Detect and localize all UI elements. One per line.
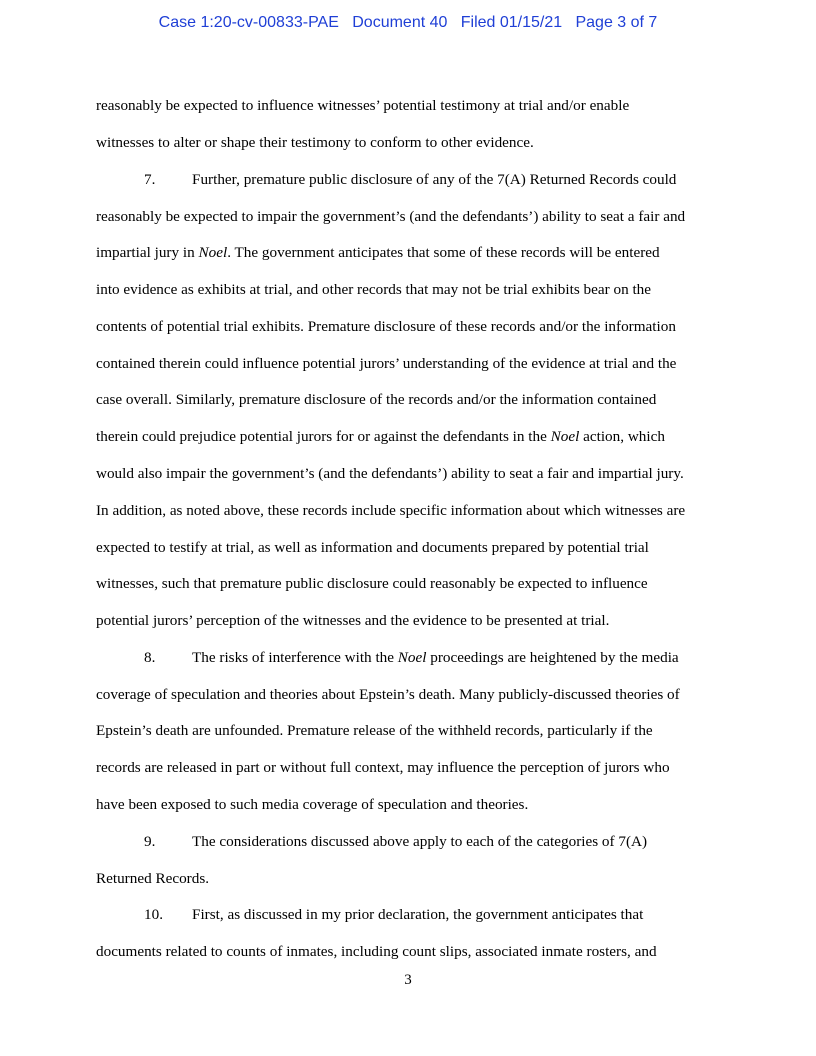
body-text: First, as discussed in my prior declaration, the government anticipates that — [192, 906, 644, 923]
body-line — [96, 428, 665, 446]
body-line: case overall. Similarly, premature disclosure of the records and/or the information contained — [96, 391, 657, 408]
body-text: proceedings are heightened by the media — [426, 649, 679, 666]
body-line: would also impair the government’s (and the defendants’) ability to seat a fair and impartial jury. — [96, 465, 684, 482]
body-line: coverage of speculation and theories about Epstein’s death. Many publicly-discussed theories of — [96, 686, 680, 703]
body-line: expected to testify at trial, as well as information and documents prepared by potential trial — [96, 539, 649, 556]
body-text — [192, 649, 679, 667]
body-line: witnesses to alter or shape their testimony to conform to other evidence. — [96, 134, 534, 151]
body-line: reasonably be expected to influence witnesses’ potential testimony at trial and/or enable — [96, 97, 630, 114]
case-name-italic: Noel — [397, 649, 427, 666]
paragraph-number: 10. — [144, 906, 163, 923]
paragraph-number: 7. — [144, 171, 156, 188]
body-line: records are released in part or without full context, may influence the perception of jurors who — [96, 759, 670, 776]
body-text: Further, premature public disclosure of any of the 7(A) Returned Records could — [192, 171, 677, 188]
paragraph-number: 8. — [144, 649, 156, 666]
case-name-italic: Noel — [550, 428, 580, 445]
paragraph-number: 9. — [144, 833, 156, 850]
body-text: The risks of interference with the — [192, 649, 398, 666]
body-line: have been exposed to such media coverage of speculation and theories. — [96, 796, 529, 813]
body-line: contained therein could influence potential jurors’ understanding of the evidence at trial and the — [96, 355, 677, 372]
body-line: witnesses, such that premature public disclosure could reasonably be expected to influence — [96, 575, 648, 592]
body-line: In addition, as noted above, these records include specific information about which witnesses are — [96, 502, 686, 519]
case-name-italic: Noel — [198, 244, 228, 261]
body-line: documents related to counts of inmates, including count slips, associated inmate rosters, and — [96, 943, 657, 960]
ecf-header: Case 1:20-cv-00833-PAE Document 40 Filed 01/15/21 Page 3 of 7 — [158, 14, 658, 31]
body-text: action, which — [579, 428, 665, 445]
body-line: potential jurors’ perception of the witnesses and the evidence to be presented at trial. — [96, 612, 610, 629]
body-text: therein could prejudice potential jurors for or against the defendants in the — [96, 428, 551, 445]
body-line: Epstein’s death are unfounded. Premature release of the withheld records, particularly if the — [96, 722, 653, 739]
body-line: reasonably be expected to impair the government’s (and the defendants’) ability to seat a fair and — [96, 208, 686, 225]
body-text: . The government anticipates that some of these records will be entered — [227, 244, 660, 261]
body-line: contents of potential trial exhibits. Premature disclosure of these records and/or the information — [96, 318, 676, 335]
body-line — [96, 244, 660, 262]
page-number: 3 — [404, 972, 412, 988]
body-text: impartial jury in — [96, 244, 199, 261]
body-line: into evidence as exhibits at trial, and other records that may not be trial exhibits bear on the — [96, 281, 652, 298]
body-text: The considerations discussed above apply to each of the categories of 7(A) — [192, 833, 648, 850]
body-line: Returned Records. — [96, 870, 210, 887]
